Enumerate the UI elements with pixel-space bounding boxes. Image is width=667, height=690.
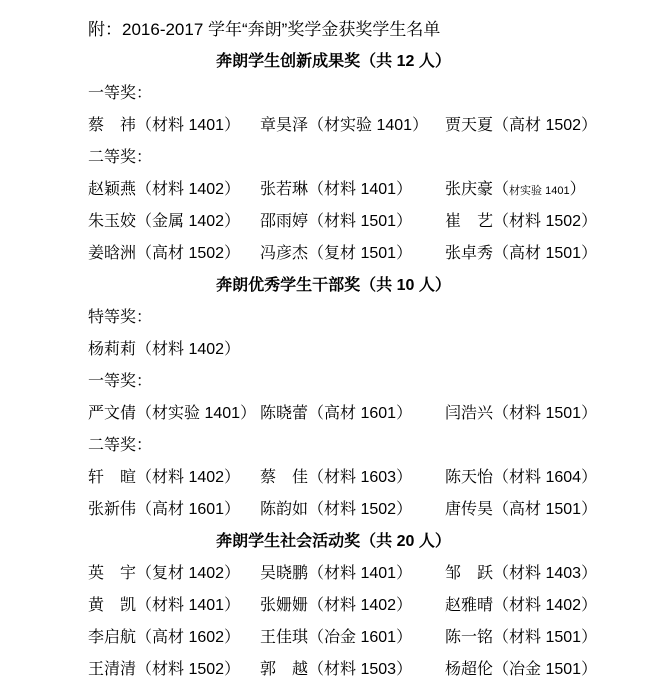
section-heading: 奔朗优秀学生干部奖（共 10 人）	[216, 277, 451, 294]
award-level-label: 二等奖：	[88, 149, 153, 166]
bracket-open: （	[308, 117, 325, 134]
recipient-entry	[88, 110, 260, 142]
recipient-row	[0, 494, 667, 526]
bracket-open: （	[308, 501, 325, 518]
recipient-entry	[88, 174, 260, 207]
recipient-entry	[88, 206, 260, 238]
bracket-open: （	[136, 661, 153, 678]
recipient-class: 材料 1402	[509, 597, 582, 614]
recipient-name: 吴晓鹏	[260, 565, 309, 582]
recipient-name: 冯彦杰	[260, 245, 309, 262]
recipient-class: 高材 1501	[509, 501, 582, 518]
bracket-open: （	[308, 565, 325, 582]
recipient-name: 杨超伦	[445, 661, 494, 678]
bracket-open: （	[493, 661, 510, 678]
recipient-class: 材料 1402	[152, 181, 225, 198]
recipient-entry	[260, 590, 445, 622]
recipient-row	[0, 622, 667, 654]
recipient-class: 高材 1501	[509, 245, 582, 262]
recipient-entry	[260, 238, 445, 270]
bracket-close: ）	[581, 565, 598, 582]
recipient-class: 高材 1601	[152, 501, 225, 518]
recipient-class: 复材 1402	[152, 565, 225, 582]
recipient-row	[0, 110, 667, 142]
bracket-close: ）	[581, 469, 598, 486]
recipient-entry	[445, 494, 667, 526]
recipient-class: 冶金 1501	[509, 661, 582, 678]
recipient-row	[0, 206, 667, 238]
recipient-class: 材料 1402	[324, 597, 397, 614]
recipient-name: 郭 越	[260, 661, 309, 678]
recipient-class: 高材 1602	[152, 629, 225, 646]
recipient-class: 材实验 1401	[152, 405, 241, 422]
recipient-class: 材实验 1401	[509, 185, 570, 197]
recipient-row	[0, 174, 667, 206]
recipient-name: 陈晓蕾	[260, 405, 309, 422]
recipient-name: 邵雨婷	[260, 213, 309, 230]
recipient-entry	[260, 462, 445, 494]
recipient-name: 蔡 佳	[260, 469, 309, 486]
recipient-name: 张卓秀	[445, 245, 494, 262]
recipient-class: 材料 1603	[324, 469, 397, 486]
recipient-class: 材料 1403	[509, 565, 582, 582]
bracket-close: ）	[224, 245, 241, 262]
award-list	[0, 46, 667, 686]
bracket-close: ）	[581, 117, 598, 134]
bracket-close: ）	[224, 565, 241, 582]
recipient-name: 赵雅晴	[445, 597, 494, 614]
recipient-class: 高材 1502	[509, 117, 582, 134]
bracket-close: ）	[224, 629, 241, 646]
recipient-entry	[445, 238, 667, 270]
bracket-close: ）	[396, 501, 413, 518]
recipient-name: 王佳琪	[260, 629, 309, 646]
recipient-name: 章昊泽	[260, 117, 309, 134]
bracket-close: ）	[224, 181, 241, 198]
recipient-class: 高材 1502	[152, 245, 225, 262]
recipient-entry	[260, 654, 445, 686]
recipient-class: 材料 1502	[324, 501, 397, 518]
recipient-entry	[88, 494, 260, 526]
recipient-row	[0, 654, 667, 686]
recipient-name: 贾天夏	[445, 117, 494, 134]
recipient-name: 严文倩	[88, 405, 137, 422]
recipient-name: 张姗姗	[260, 597, 309, 614]
bracket-open: （	[136, 469, 153, 486]
recipient-class: 材料 1501	[324, 213, 397, 230]
recipient-class: 材料 1401	[152, 597, 225, 614]
bracket-open: （	[136, 597, 153, 614]
recipient-entry	[88, 462, 260, 494]
recipient-class: 金属 1402	[152, 213, 225, 230]
recipient-entry	[88, 398, 260, 430]
bracket-close: ）	[396, 245, 413, 262]
bracket-open: （	[493, 117, 510, 134]
bracket-open: （	[308, 245, 325, 262]
bracket-open: （	[308, 597, 325, 614]
recipient-class: 高材 1601	[324, 405, 397, 422]
recipient-entry	[88, 622, 260, 654]
recipient-entry	[88, 558, 260, 590]
bracket-close: ）	[581, 629, 598, 646]
bracket-open: （	[493, 565, 510, 582]
recipient-name: 蔡 祎	[88, 117, 137, 134]
recipient-name: 陈韵如	[260, 501, 309, 518]
award-level-label: 特等奖：	[88, 309, 153, 326]
bracket-open: （	[136, 629, 153, 646]
bracket-open: （	[136, 245, 153, 262]
recipient-class: 材料 1503	[324, 661, 397, 678]
recipient-name: 李启航	[88, 629, 137, 646]
bracket-close: ）	[224, 469, 241, 486]
recipient-entry	[260, 110, 445, 142]
bracket-open: （	[136, 213, 153, 230]
recipient-class: 冶金 1601	[324, 629, 397, 646]
recipient-class: 材料 1401	[324, 181, 397, 198]
bracket-open: （	[308, 213, 325, 230]
section-heading: 奔朗学生社会活动奖（共 20 人）	[216, 533, 451, 550]
bracket-open: （	[136, 501, 153, 518]
bracket-open: （	[493, 469, 510, 486]
award-level-label: 二等奖：	[88, 437, 153, 454]
recipient-entry	[260, 558, 445, 590]
bracket-close: ）	[396, 213, 413, 230]
recipient-class: 材料 1502	[509, 213, 582, 230]
recipient-row	[0, 398, 667, 430]
bracket-open: （	[493, 501, 510, 518]
bracket-close: ）	[224, 341, 241, 358]
recipient-name: 英 宇	[88, 565, 137, 582]
recipient-row	[0, 462, 667, 494]
recipient-entry	[445, 110, 667, 142]
bracket-close: ）	[581, 501, 598, 518]
recipient-entry	[88, 654, 260, 686]
recipient-name: 崔 艺	[445, 213, 494, 230]
bracket-close: ）	[581, 661, 598, 678]
document-title: 附：2016-2017 学年“奔朗”奖学金获奖学生名单	[88, 20, 441, 39]
recipient-name: 唐传昊	[445, 501, 494, 518]
bracket-close: ）	[396, 565, 413, 582]
recipient-name: 轩 暄	[88, 469, 137, 486]
bracket-close: ）	[396, 405, 413, 422]
award-level-label: 一等奖：	[88, 373, 153, 390]
bracket-open: （	[493, 245, 510, 262]
bracket-open: （	[136, 565, 153, 582]
recipient-entry	[260, 622, 445, 654]
bracket-close: ）	[581, 245, 598, 262]
recipient-class: 复材 1501	[324, 245, 397, 262]
recipient-entry	[88, 238, 260, 270]
recipient-name: 朱玉姣	[88, 213, 137, 230]
bracket-open: （	[308, 661, 325, 678]
award-level-label: 一等奖：	[88, 85, 153, 102]
recipient-name: 杨莉莉	[88, 341, 137, 358]
recipient-row	[0, 238, 667, 270]
recipient-entry	[445, 398, 667, 430]
recipient-name: 张新伟	[88, 501, 137, 518]
recipient-name: 张庆豪	[445, 181, 494, 198]
recipient-name: 陈天怡	[445, 469, 494, 486]
recipient-entry	[445, 558, 667, 590]
recipient-name: 张若琳	[260, 181, 309, 198]
recipient-entry	[445, 462, 667, 494]
recipient-name: 王清清	[88, 661, 137, 678]
recipient-entry	[88, 590, 260, 622]
recipient-class: 材实验 1401	[324, 117, 413, 134]
recipient-class: 材料 1604	[509, 469, 582, 486]
bracket-close: ）	[224, 597, 241, 614]
recipient-entry	[260, 494, 445, 526]
recipient-name: 陈一铭	[445, 629, 494, 646]
recipient-name: 赵颖燕	[88, 181, 137, 198]
recipient-class: 材料 1402	[152, 469, 225, 486]
bracket-close: ）	[224, 661, 241, 678]
bracket-close: ）	[396, 469, 413, 486]
bracket-open: （	[493, 597, 510, 614]
bracket-close: ）	[396, 181, 413, 198]
recipient-entry	[260, 206, 445, 238]
recipient-class: 材料 1502	[152, 661, 225, 678]
bracket-close: ）	[396, 629, 413, 646]
recipient-row	[0, 334, 667, 366]
bracket-close: ）	[569, 181, 586, 198]
bracket-close: ）	[581, 597, 598, 614]
bracket-open: （	[308, 405, 325, 422]
bracket-open: （	[136, 181, 153, 198]
bracket-close: ）	[412, 117, 429, 134]
bracket-open: （	[493, 405, 510, 422]
recipient-entry	[445, 654, 667, 686]
section-heading: 奔朗学生创新成果奖（共 12 人）	[216, 53, 451, 70]
bracket-close: ）	[581, 405, 598, 422]
recipient-class: 材料 1501	[509, 629, 582, 646]
recipient-row	[0, 558, 667, 590]
recipient-class: 材料 1402	[152, 341, 225, 358]
recipient-name: 邹 跃	[445, 565, 494, 582]
bracket-close: ）	[581, 213, 598, 230]
bracket-open: （	[493, 213, 510, 230]
bracket-close: ）	[396, 661, 413, 678]
bracket-open: （	[136, 405, 153, 422]
recipient-class: 材料 1401	[152, 117, 225, 134]
recipient-row	[0, 590, 667, 622]
bracket-open: （	[136, 117, 153, 134]
bracket-open: （	[308, 469, 325, 486]
recipient-class: 材料 1501	[509, 405, 582, 422]
recipient-entry	[445, 206, 667, 238]
recipient-entry	[260, 398, 445, 430]
bracket-open: （	[136, 341, 153, 358]
recipient-entry	[260, 174, 445, 207]
recipient-entry	[88, 334, 260, 366]
recipient-name: 黄 凯	[88, 597, 137, 614]
bracket-close: ）	[224, 117, 241, 134]
bracket-open: （	[308, 181, 325, 198]
bracket-close: ）	[224, 501, 241, 518]
bracket-close: ）	[240, 405, 257, 422]
recipient-entry	[445, 590, 667, 622]
recipient-class: 材料 1401	[324, 565, 397, 582]
recipient-name: 闫浩兴	[445, 405, 494, 422]
recipient-entry	[445, 174, 667, 207]
bracket-open: （	[308, 629, 325, 646]
recipient-name: 姜晗洲	[88, 245, 137, 262]
bracket-close: ）	[224, 213, 241, 230]
bracket-close: ）	[396, 597, 413, 614]
recipient-entry	[445, 622, 667, 654]
bracket-open: （	[493, 629, 510, 646]
bracket-open: （	[493, 181, 510, 198]
